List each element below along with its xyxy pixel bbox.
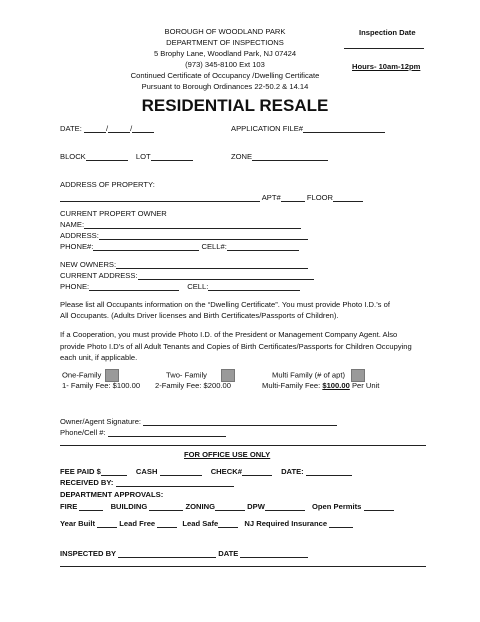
inspected-by-field[interactable] xyxy=(118,549,216,558)
current-owner-phone-label: PHONE#: xyxy=(60,242,94,251)
header-line-phone: (973) 345-8100 Ext 103 xyxy=(185,60,265,69)
cash-field[interactable] xyxy=(160,467,202,476)
property-details-row xyxy=(60,519,353,528)
new-owners-address-label: CURRENT ADDRESS: xyxy=(60,271,138,280)
address-of-property-row xyxy=(60,193,363,202)
current-owner-heading: CURRENT PROPERT OWNER xyxy=(60,209,167,218)
one-family-label: One-Family xyxy=(62,370,102,380)
lead-safe-label: Lead Safe xyxy=(182,519,219,528)
current-owner-phone-row xyxy=(60,242,299,251)
apt-label: APT# xyxy=(261,193,281,202)
check-field[interactable] xyxy=(242,467,272,476)
cooperation-instructions xyxy=(60,329,412,364)
inspection-date-label: Inspection Date xyxy=(359,28,416,37)
new-owners-row xyxy=(60,260,308,269)
address-of-property-field[interactable] xyxy=(60,193,260,202)
application-file-field[interactable] xyxy=(303,124,385,133)
fee-paid-field[interactable] xyxy=(101,467,127,476)
fee-paid-label: FEE PAID $ xyxy=(60,467,101,476)
owner-signature-row xyxy=(60,417,337,426)
multi-family-fee-unit: Per Unit xyxy=(351,381,380,390)
inspected-date-field[interactable] xyxy=(240,549,308,558)
application-file-label: APPLICATION FILE# xyxy=(231,124,304,133)
owner-signature-field[interactable] xyxy=(143,417,337,426)
received-by-field[interactable] xyxy=(116,478,234,487)
current-owner-address-row xyxy=(60,231,308,240)
dpw-label: DPW xyxy=(247,502,265,511)
current-owner-name-row xyxy=(60,220,301,229)
lead-free-label: Lead Free xyxy=(119,519,156,528)
header-block xyxy=(120,26,330,92)
occupants-instructions-line-1: Please list all Occupants information on the “Dwelling Certificate”. You must provide Photo I.D.’s of xyxy=(60,300,390,309)
address-of-property-label: ADDRESS OF PROPERTY: xyxy=(60,180,155,189)
fire-field[interactable] xyxy=(79,502,103,511)
received-by-row xyxy=(60,478,234,487)
department-approvals-label: DEPARTMENT APPROVALS: xyxy=(60,490,164,499)
date-day-field[interactable] xyxy=(108,124,130,133)
cooperation-instructions-line-3: each unit, if applicable. xyxy=(60,353,138,362)
date-row: DATE: / / xyxy=(60,124,154,133)
two-family-label: Two- Family xyxy=(166,370,207,380)
owner-phone-row xyxy=(60,428,226,437)
year-built-field[interactable] xyxy=(97,519,117,528)
current-owner-cell-field[interactable] xyxy=(227,242,299,251)
two-family-fee: 2-Family Fee: $200.00 xyxy=(155,381,231,390)
header-line-borough: BOROUGH OF WOODLAND PARK xyxy=(164,27,286,36)
date-label: DATE: xyxy=(60,124,82,133)
new-owners-phone-label: PHONE: xyxy=(60,282,90,291)
new-owners-address-field[interactable] xyxy=(138,271,314,280)
cash-label: CASH xyxy=(135,467,158,476)
block-label: BLOCK xyxy=(60,152,86,161)
floor-field[interactable] xyxy=(333,193,363,202)
lead-safe-field[interactable] xyxy=(218,519,238,528)
occupants-instructions xyxy=(60,299,390,321)
building-field[interactable] xyxy=(149,502,183,511)
year-built-label: Year Built xyxy=(60,519,96,528)
multi-family-label: Multi Family (# of apt) xyxy=(272,370,346,380)
date-year-field[interactable] xyxy=(132,124,154,133)
page-title: RESIDENTIAL RESALE xyxy=(141,96,329,115)
office-divider xyxy=(60,445,426,446)
current-owner-address-field[interactable] xyxy=(99,231,308,240)
multi-family-fee-label: Multi-Family Fee: xyxy=(262,381,321,390)
block-lot-row xyxy=(60,152,193,161)
zone-row xyxy=(231,152,328,161)
office-date-field[interactable] xyxy=(306,467,352,476)
cooperation-instructions-line-2: provide Photo I.D’s of all Adult Tenants and Copies of Birth Certificates/Passports for Children Occupying xyxy=(60,341,412,351)
nj-insurance-label: NJ Required Insurance xyxy=(244,519,328,528)
approvals-row xyxy=(60,502,394,511)
lot-field[interactable] xyxy=(151,152,193,161)
new-owners-address-row xyxy=(60,271,314,280)
bottom-divider xyxy=(60,566,426,567)
one-family-fee: 1- Family Fee: $100.00 xyxy=(62,381,141,390)
current-owner-phone-field[interactable] xyxy=(93,242,199,251)
inspected-date-label: DATE xyxy=(218,549,239,558)
block-field[interactable] xyxy=(86,152,128,161)
fire-label: FIRE xyxy=(60,502,78,511)
floor-label: FLOOR xyxy=(306,193,333,202)
zone-label: ZONE xyxy=(231,152,253,161)
nj-insurance-field[interactable] xyxy=(329,519,353,528)
lot-label: LOT xyxy=(135,152,151,161)
current-owner-address-label: ADDRESS: xyxy=(60,231,99,240)
office-use-heading: FOR OFFICE USE ONLY xyxy=(184,450,271,459)
received-by-label: RECEIVED BY: xyxy=(60,478,114,487)
current-owner-name-label: NAME: xyxy=(60,220,85,229)
inspected-by-label: INSPECTED BY xyxy=(60,549,116,558)
open-permits-field[interactable] xyxy=(364,502,394,511)
header-line-department: DEPARTMENT OF INSPECTIONS xyxy=(166,38,284,47)
multi-family-fee-amount: $100.00 xyxy=(322,381,350,390)
inspection-date-line[interactable] xyxy=(344,48,424,49)
inspected-by-row xyxy=(60,549,308,558)
owner-phone-field[interactable] xyxy=(108,428,226,437)
new-owners-phone-field[interactable] xyxy=(89,282,179,291)
date-month-field[interactable] xyxy=(84,124,106,133)
office-fee-row xyxy=(60,467,352,476)
new-owners-field[interactable] xyxy=(116,260,308,269)
header-line-ordinance: Pursuant to Borough Ordinances 22-50.2 & 14.14 xyxy=(141,82,309,91)
owner-signature-label: Owner/Agent Signature: xyxy=(60,417,142,426)
owner-phone-label: Phone/Cell #: xyxy=(60,428,106,437)
multi-family-fee xyxy=(262,381,379,390)
dpw-field[interactable] xyxy=(265,502,305,511)
new-owners-label: NEW OWNERS: xyxy=(60,260,117,269)
new-owners-cell-field[interactable] xyxy=(208,282,300,291)
open-permits-label: Open Permits xyxy=(312,502,362,511)
header-line-certificate: Continued Certificate of Occupancy /Dwelling Certificate xyxy=(130,71,320,80)
current-owner-cell-label: CELL#: xyxy=(201,242,227,251)
zoning-label: ZONING xyxy=(185,502,216,511)
apt-field[interactable] xyxy=(281,193,305,202)
office-date-label: DATE: xyxy=(281,467,304,476)
current-owner-name-field[interactable] xyxy=(84,220,301,229)
new-owners-cell-label: CELL: xyxy=(187,282,209,291)
cooperation-instructions-line-1: If a Cooperation, you must provide Photo I.D. of the President or Management Company Agent. Also xyxy=(60,330,398,339)
zoning-field[interactable] xyxy=(215,502,245,511)
application-file-row xyxy=(231,124,385,133)
check-label: CHECK# xyxy=(210,467,242,476)
new-owners-phone-row xyxy=(60,282,300,291)
occupants-instructions-line-2: All Occupants. (Adults Driver licenses and Birth Certificates/Passports of Children). xyxy=(60,311,339,320)
lead-free-field[interactable] xyxy=(157,519,177,528)
header-line-address: 5 Brophy Lane, Woodland Park, NJ 07424 xyxy=(153,49,297,58)
zone-field[interactable] xyxy=(252,152,328,161)
hours-label: Hours- 10am-12pm xyxy=(352,62,421,71)
building-label: BUILDING xyxy=(110,502,148,511)
